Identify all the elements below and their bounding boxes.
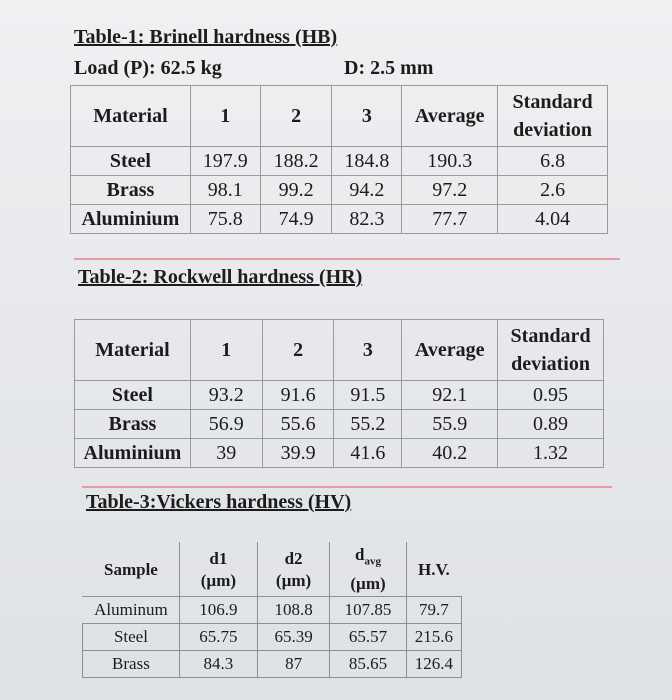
cell: 92.1 [402,381,498,410]
header-std-dev [498,86,608,147]
vickers-table [82,542,462,678]
header-std-line1: Standard [512,91,593,113]
table-row [83,597,462,624]
header-material: Material [75,320,191,381]
cell: 79.7 [406,597,461,624]
table-header-row [71,86,608,147]
cell: 55.2 [334,410,402,439]
row-material: Aluminium [71,205,191,234]
header-davg-label [355,545,381,568]
cell: 107.85 [330,597,407,624]
cell: 2.6 [498,176,608,205]
cell: 91.5 [334,381,402,410]
header-material: Material [71,86,191,147]
divider [74,258,620,260]
table2-title: Table-2: Rockwell hardness (HR) [78,266,363,288]
cell: 84.3 [179,651,257,678]
table-header-row [75,320,604,381]
cell: 75.8 [190,205,260,234]
row-material: Steel [71,147,191,176]
cell: 39.9 [262,439,334,468]
cell: 77.7 [402,205,498,234]
cell: 1.32 [498,439,604,468]
row-material: Brass [75,410,191,439]
table-row [75,410,604,439]
row-material: Steel [75,381,191,410]
cell: 65.57 [330,624,407,651]
cell: 82.3 [332,205,402,234]
header-trial-1: 1 [190,320,262,381]
cell: 39 [190,439,262,468]
row-material: Brass [71,176,191,205]
header-hv: H.V. [406,543,461,597]
cell: 55.9 [402,410,498,439]
cell: 0.95 [498,381,604,410]
row-material: Aluminium [75,439,191,468]
header-davg [330,543,407,597]
header-d2-unit: (µm) [275,570,312,590]
cell: 97.2 [402,176,498,205]
row-sample: Steel [83,624,180,651]
header-d1-label: d1 [209,548,228,568]
header-d2-label: d2 [284,548,303,568]
table-row [75,381,604,410]
header-trial-3: 3 [334,320,402,381]
cell: 91.6 [262,381,334,410]
table3-title: Table-3:Vickers hardness (HV) [86,491,352,513]
header-trial-3: 3 [332,86,402,147]
cell: 74.9 [260,205,332,234]
cell: 94.2 [332,176,402,205]
header-d1 [179,543,257,597]
cell: 55.6 [262,410,334,439]
header-d2 [257,543,329,597]
row-sample: Brass [83,651,180,678]
brinell-table [70,85,608,234]
cell: 0.89 [498,410,604,439]
table-row [83,624,462,651]
header-average: Average [402,86,498,147]
cell: 41.6 [334,439,402,468]
cell: 6.8 [498,147,608,176]
divider [82,486,612,488]
table-row [83,651,462,678]
row-sample: Aluminum [83,597,180,624]
header-std-dev [498,320,604,381]
cell: 65.39 [257,624,329,651]
cell: 126.4 [406,651,461,678]
table-row [75,439,604,468]
cell: 65.75 [179,624,257,651]
header-d1-unit: (µm) [200,570,237,590]
header-std-line1: Standard [510,325,591,347]
table-row [71,205,608,234]
cell: 40.2 [402,439,498,468]
table1-load: Load (P): 62.5 kg [74,57,222,79]
table1-title: Table-1: Brinell hardness (HB) [74,26,338,48]
davg-sub: avg [364,555,381,568]
header-std-line2: deviation [511,353,590,375]
table-row [71,176,608,205]
header-trial-1: 1 [190,86,260,147]
cell: 4.04 [498,205,608,234]
header-davg-unit: (µm) [350,573,386,593]
table-row [71,147,608,176]
header-sample: Sample [83,543,180,597]
cell: 188.2 [260,147,332,176]
table-header-row [83,543,462,597]
cell: 215.6 [406,624,461,651]
header-trial-2: 2 [260,86,332,147]
cell: 93.2 [190,381,262,410]
header-average: Average [402,320,498,381]
cell: 197.9 [190,147,260,176]
cell: 87 [257,651,329,678]
cell: 56.9 [190,410,262,439]
cell: 106.9 [179,597,257,624]
cell: 99.2 [260,176,332,205]
cell: 190.3 [402,147,498,176]
header-std-line2: deviation [513,119,593,141]
cell: 108.8 [257,597,329,624]
rockwell-table [74,319,604,468]
cell: 98.1 [190,176,260,205]
cell: 184.8 [332,147,402,176]
cell: 85.65 [330,651,407,678]
davg-main: d [355,545,365,565]
table1-diameter: D: 2.5 mm [344,57,434,79]
header-trial-2: 2 [262,320,334,381]
